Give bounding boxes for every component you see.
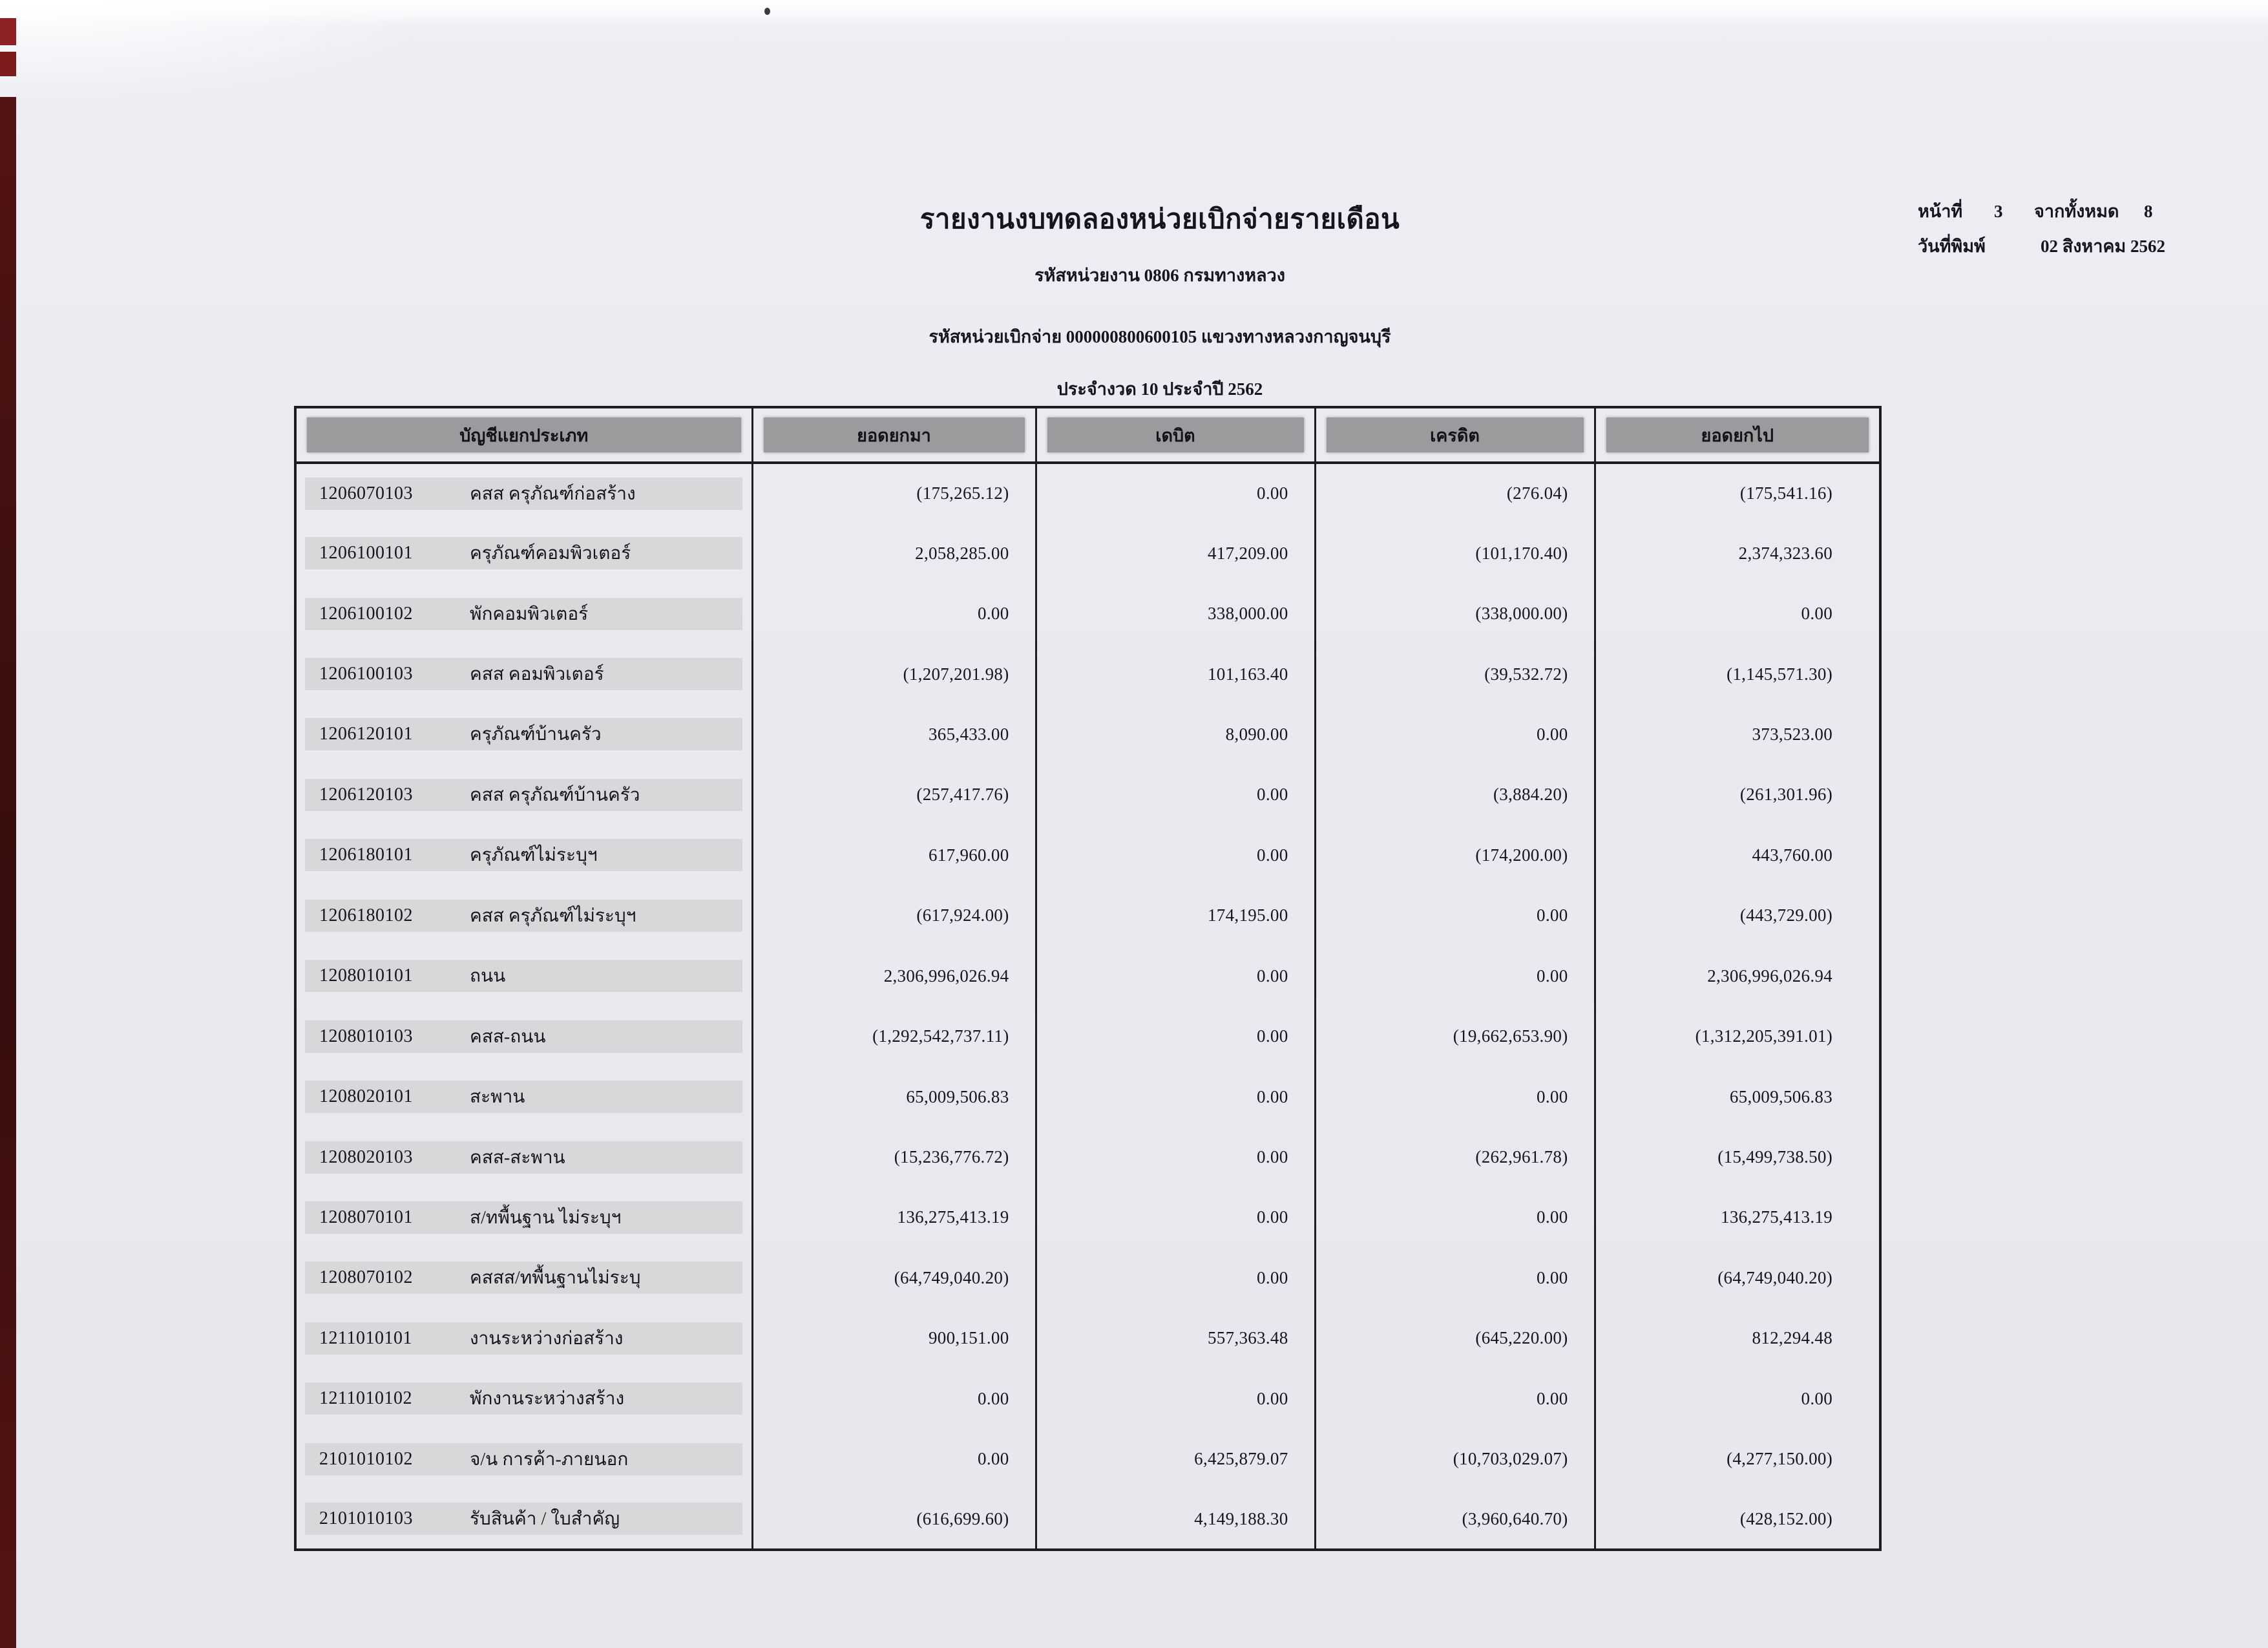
carried-forward-amount: 373,523.00 bbox=[1595, 704, 1880, 765]
table-row bbox=[295, 1127, 1880, 1187]
disbursement-code-line: รหัสหน่วยเบิกจ่าย 000000800600105 แขวงทางหลวงกาญจนบุรี bbox=[929, 327, 1391, 346]
carried-forward-amount: 136,275,413.19 bbox=[1595, 1187, 1880, 1247]
credit-amount: (19,662,653.90) bbox=[1315, 1006, 1595, 1066]
table-row bbox=[295, 463, 1880, 523]
column-header-account: บัญชีแยกประเภท bbox=[307, 417, 741, 452]
account-name: คสส ครุภัณฑ์ไม่ระบุฯ bbox=[470, 905, 636, 926]
account-row-stripe bbox=[305, 900, 742, 932]
table-row bbox=[295, 704, 1880, 765]
table-row bbox=[295, 1248, 1880, 1308]
account-code: 1206120101 bbox=[319, 724, 413, 745]
brought-forward-amount: 2,306,996,026.94 bbox=[752, 946, 1036, 1006]
account-code: 1208010103 bbox=[319, 1026, 413, 1046]
account-name: รับสินค้า / ใบสำคัญ bbox=[470, 1509, 620, 1530]
account-code: 1206070103 bbox=[319, 483, 413, 503]
page-number-line bbox=[1918, 194, 2221, 229]
scan-left-edge-artifact bbox=[0, 0, 16, 1648]
account-name: คสส ครุภัณฑ์บ้านครัว bbox=[470, 785, 640, 805]
debit-amount: 0.00 bbox=[1036, 1369, 1315, 1429]
credit-amount: (645,220.00) bbox=[1315, 1308, 1595, 1368]
account-code: 1206100103 bbox=[319, 664, 413, 684]
print-date-line bbox=[1918, 229, 2221, 264]
account-row-stripe bbox=[305, 1020, 742, 1053]
account-code: 1211010101 bbox=[319, 1327, 412, 1348]
debit-amount: 8,090.00 bbox=[1036, 704, 1315, 765]
account-cell bbox=[295, 463, 752, 523]
brought-forward-amount: 617,960.00 bbox=[752, 825, 1036, 885]
debit-amount: 174,195.00 bbox=[1036, 885, 1315, 945]
brought-forward-amount: (175,265.12) bbox=[752, 463, 1036, 523]
account-row-stripe bbox=[305, 1443, 742, 1475]
account-row-stripe bbox=[305, 960, 742, 992]
carried-forward-amount: (1,312,205,391.01) bbox=[1595, 1006, 1880, 1066]
table-row bbox=[295, 885, 1880, 945]
carried-forward-amount: (261,301.96) bbox=[1595, 765, 1880, 825]
account-cell bbox=[295, 1308, 752, 1368]
brought-forward-amount: 0.00 bbox=[752, 584, 1036, 644]
account-name: คสส คอมพิวเตอร์ bbox=[470, 664, 604, 685]
account-name: สะพาน bbox=[470, 1087, 525, 1108]
debit-amount: 0.00 bbox=[1036, 463, 1315, 523]
debit-amount: 0.00 bbox=[1036, 825, 1315, 885]
table-row bbox=[295, 1308, 1880, 1368]
carried-forward-amount: (1,145,571.30) bbox=[1595, 644, 1880, 704]
debit-amount: 557,363.48 bbox=[1036, 1308, 1315, 1368]
credit-amount: 0.00 bbox=[1315, 885, 1595, 945]
debit-amount: 0.00 bbox=[1036, 1006, 1315, 1066]
account-name: คสส-สะพาน bbox=[470, 1147, 565, 1168]
credit-amount: (174,200.00) bbox=[1315, 825, 1595, 885]
account-name: ถนน bbox=[470, 966, 506, 987]
account-row-stripe bbox=[305, 1382, 742, 1415]
agency-code-line: รหัสหน่วยงาน 0806 กรมทางหลวง bbox=[1034, 266, 1285, 285]
brought-forward-amount: 65,009,506.83 bbox=[752, 1066, 1036, 1126]
brought-forward-amount: (616,699.60) bbox=[752, 1489, 1036, 1550]
brought-forward-amount: 0.00 bbox=[752, 1369, 1036, 1429]
credit-amount: 0.00 bbox=[1315, 1066, 1595, 1126]
print-date-label: วันที่พิมพ์ bbox=[1918, 237, 1986, 256]
table-row bbox=[295, 1429, 1880, 1489]
debit-amount: 0.00 bbox=[1036, 1187, 1315, 1247]
account-cell bbox=[295, 1489, 752, 1550]
credit-amount: (39,532.72) bbox=[1315, 644, 1595, 704]
account-row-stripe bbox=[305, 1262, 742, 1294]
account-name: พักคอมพิวเตอร์ bbox=[470, 604, 589, 624]
account-code: 1208070101 bbox=[319, 1207, 413, 1227]
credit-amount: (338,000.00) bbox=[1315, 584, 1595, 644]
table-row bbox=[295, 946, 1880, 1006]
scan-corner-glow-artifact bbox=[0, 0, 452, 103]
brought-forward-amount: (1,292,542,737.11) bbox=[752, 1006, 1036, 1066]
column-header-brought-forward: ยอดยกมา bbox=[764, 417, 1025, 452]
account-name: พักงานระหว่างสร้าง bbox=[470, 1389, 625, 1410]
debit-amount: 0.00 bbox=[1036, 1248, 1315, 1308]
debit-amount: 0.00 bbox=[1036, 946, 1315, 1006]
carried-forward-amount: 443,760.00 bbox=[1595, 825, 1880, 885]
account-row-stripe bbox=[305, 1201, 742, 1234]
brought-forward-amount: (15,236,776.72) bbox=[752, 1127, 1036, 1187]
debit-amount: 338,000.00 bbox=[1036, 584, 1315, 644]
column-header-debit: เดบิต bbox=[1047, 417, 1304, 452]
account-cell bbox=[295, 765, 752, 825]
debit-amount: 417,209.00 bbox=[1036, 523, 1315, 583]
debit-amount: 6,425,879.07 bbox=[1036, 1429, 1315, 1489]
credit-amount: (10,703,029.07) bbox=[1315, 1429, 1595, 1489]
debit-amount: 0.00 bbox=[1036, 1127, 1315, 1187]
page-meta bbox=[1918, 194, 2221, 264]
table-row bbox=[295, 825, 1880, 885]
account-name: ครุภัณฑ์ไม่ระบุฯ bbox=[470, 845, 598, 866]
total-pages: 8 bbox=[2144, 202, 2153, 221]
carried-forward-amount: (443,729.00) bbox=[1595, 885, 1880, 945]
brought-forward-amount: (257,417.76) bbox=[752, 765, 1036, 825]
total-pages-label: จากทั้งหมด bbox=[2034, 202, 2119, 221]
carried-forward-amount: 2,374,323.60 bbox=[1595, 523, 1880, 583]
table-row bbox=[295, 765, 1880, 825]
account-row-stripe bbox=[305, 1081, 742, 1113]
brought-forward-amount: 136,275,413.19 bbox=[752, 1187, 1036, 1247]
table-row bbox=[295, 1369, 1880, 1429]
account-row-stripe bbox=[305, 779, 742, 811]
account-code: 2101010102 bbox=[319, 1448, 413, 1469]
credit-amount: (3,960,640.70) bbox=[1315, 1489, 1595, 1550]
account-code: 1206180102 bbox=[319, 905, 413, 925]
credit-amount: (276.04) bbox=[1315, 463, 1595, 523]
account-code: 1206180101 bbox=[319, 845, 413, 865]
carried-forward-amount: (175,541.16) bbox=[1595, 463, 1880, 523]
table-row bbox=[295, 1066, 1880, 1126]
account-cell bbox=[295, 885, 752, 945]
print-date: 02 สิงหาคม 2562 bbox=[2041, 237, 2165, 256]
carried-forward-amount: 812,294.48 bbox=[1595, 1308, 1880, 1368]
page-title: รายงานงบทดลองหน่วยเบิกจ่ายรายเดือน bbox=[919, 205, 1400, 235]
table-row bbox=[295, 584, 1880, 644]
table-row bbox=[295, 1187, 1880, 1247]
account-code: 1206100102 bbox=[319, 603, 413, 624]
account-cell bbox=[295, 644, 752, 704]
account-cell bbox=[295, 1248, 752, 1308]
ledger-table bbox=[294, 406, 1882, 1551]
account-cell bbox=[295, 946, 752, 1006]
scan-speck-artifact bbox=[764, 8, 770, 15]
period-line: ประจำงวด 10 ประจำปี 2562 bbox=[1056, 379, 1263, 399]
carried-forward-amount: (4,277,150.00) bbox=[1595, 1429, 1880, 1489]
carried-forward-amount: 65,009,506.83 bbox=[1595, 1066, 1880, 1126]
account-name: ส/ทพื้นฐาน ไม่ระบุฯ bbox=[470, 1207, 622, 1228]
table-row bbox=[295, 1489, 1880, 1550]
account-name: งานระหว่างก่อสร้าง bbox=[470, 1328, 624, 1349]
credit-amount: 0.00 bbox=[1315, 1187, 1595, 1247]
account-cell bbox=[295, 1127, 752, 1187]
account-name: ครุภัณฑ์บ้านครัว bbox=[470, 724, 602, 745]
account-code: 1208010101 bbox=[319, 966, 413, 986]
page-number: 3 bbox=[1994, 202, 2003, 221]
column-header-carried-forward: ยอดยกไป bbox=[1606, 417, 1869, 452]
account-row-stripe bbox=[305, 1503, 742, 1535]
debit-amount: 4,149,188.30 bbox=[1036, 1489, 1315, 1550]
account-code: 1206120103 bbox=[319, 784, 413, 805]
page-label: หน้าที่ bbox=[1918, 202, 1963, 221]
column-header-credit: เครดิต bbox=[1327, 417, 1584, 452]
table-row bbox=[295, 644, 1880, 704]
account-row-stripe bbox=[305, 478, 742, 510]
account-name: คสส ครุภัณฑ์ก่อสร้าง bbox=[470, 483, 636, 504]
account-cell bbox=[295, 1006, 752, 1066]
account-name: คสส-ถนน bbox=[470, 1026, 546, 1047]
carried-forward-amount: (15,499,738.50) bbox=[1595, 1127, 1880, 1187]
account-row-stripe bbox=[305, 658, 742, 690]
account-row-stripe bbox=[305, 598, 742, 630]
account-code: 1208020101 bbox=[319, 1086, 413, 1107]
debit-amount: 101,163.40 bbox=[1036, 644, 1315, 704]
account-name: จ/น การค้า-ภายนอก bbox=[470, 1449, 629, 1470]
credit-amount: 0.00 bbox=[1315, 704, 1595, 765]
brought-forward-amount: (617,924.00) bbox=[752, 885, 1036, 945]
credit-amount: 0.00 bbox=[1315, 1369, 1595, 1429]
brought-forward-amount: 2,058,285.00 bbox=[752, 523, 1036, 583]
credit-amount: 0.00 bbox=[1315, 1248, 1595, 1308]
account-row-stripe bbox=[305, 1322, 742, 1355]
brought-forward-amount: 365,433.00 bbox=[752, 704, 1036, 765]
account-code: 1208070102 bbox=[319, 1267, 413, 1288]
carried-forward-amount: 0.00 bbox=[1595, 584, 1880, 644]
credit-amount: (101,170.40) bbox=[1315, 523, 1595, 583]
brought-forward-amount: (1,207,201.98) bbox=[752, 644, 1036, 704]
report-header bbox=[743, 198, 1577, 403]
account-cell bbox=[295, 1369, 752, 1429]
account-cell bbox=[295, 523, 752, 583]
carried-forward-amount: (428,152.00) bbox=[1595, 1489, 1880, 1550]
debit-amount: 0.00 bbox=[1036, 765, 1315, 825]
account-name: ครุภัณฑ์คอมพิวเตอร์ bbox=[470, 544, 631, 564]
debit-amount: 0.00 bbox=[1036, 1066, 1315, 1126]
carried-forward-amount: (64,749,040.20) bbox=[1595, 1248, 1880, 1308]
ledger-table-header bbox=[295, 407, 1880, 463]
brought-forward-amount: 900,151.00 bbox=[752, 1308, 1036, 1368]
carried-forward-amount: 2,306,996,026.94 bbox=[1595, 946, 1880, 1006]
table-row bbox=[295, 1006, 1880, 1066]
account-cell bbox=[295, 1066, 752, 1126]
account-cell bbox=[295, 1429, 752, 1489]
account-row-stripe bbox=[305, 839, 742, 871]
account-code: 1208020103 bbox=[319, 1146, 413, 1167]
brought-forward-amount: 0.00 bbox=[752, 1429, 1036, 1489]
brought-forward-amount: (64,749,040.20) bbox=[752, 1248, 1036, 1308]
account-cell bbox=[295, 825, 752, 885]
account-row-stripe bbox=[305, 718, 742, 750]
credit-amount: (3,884.20) bbox=[1315, 765, 1595, 825]
table-row bbox=[295, 523, 1880, 583]
account-cell bbox=[295, 1187, 752, 1247]
credit-amount: 0.00 bbox=[1315, 946, 1595, 1006]
account-cell bbox=[295, 584, 752, 644]
account-row-stripe bbox=[305, 1141, 742, 1174]
account-code: 1206100101 bbox=[319, 543, 413, 564]
ledger-body bbox=[295, 463, 1880, 1550]
carried-forward-amount: 0.00 bbox=[1595, 1369, 1880, 1429]
account-code: 2101010103 bbox=[319, 1508, 413, 1529]
credit-amount: (262,961.78) bbox=[1315, 1127, 1595, 1187]
account-code: 1211010102 bbox=[319, 1388, 412, 1409]
account-row-stripe bbox=[305, 537, 742, 569]
account-cell bbox=[295, 704, 752, 765]
account-name: คสสส/ทพื้นฐานไม่ระบุ bbox=[470, 1268, 641, 1289]
